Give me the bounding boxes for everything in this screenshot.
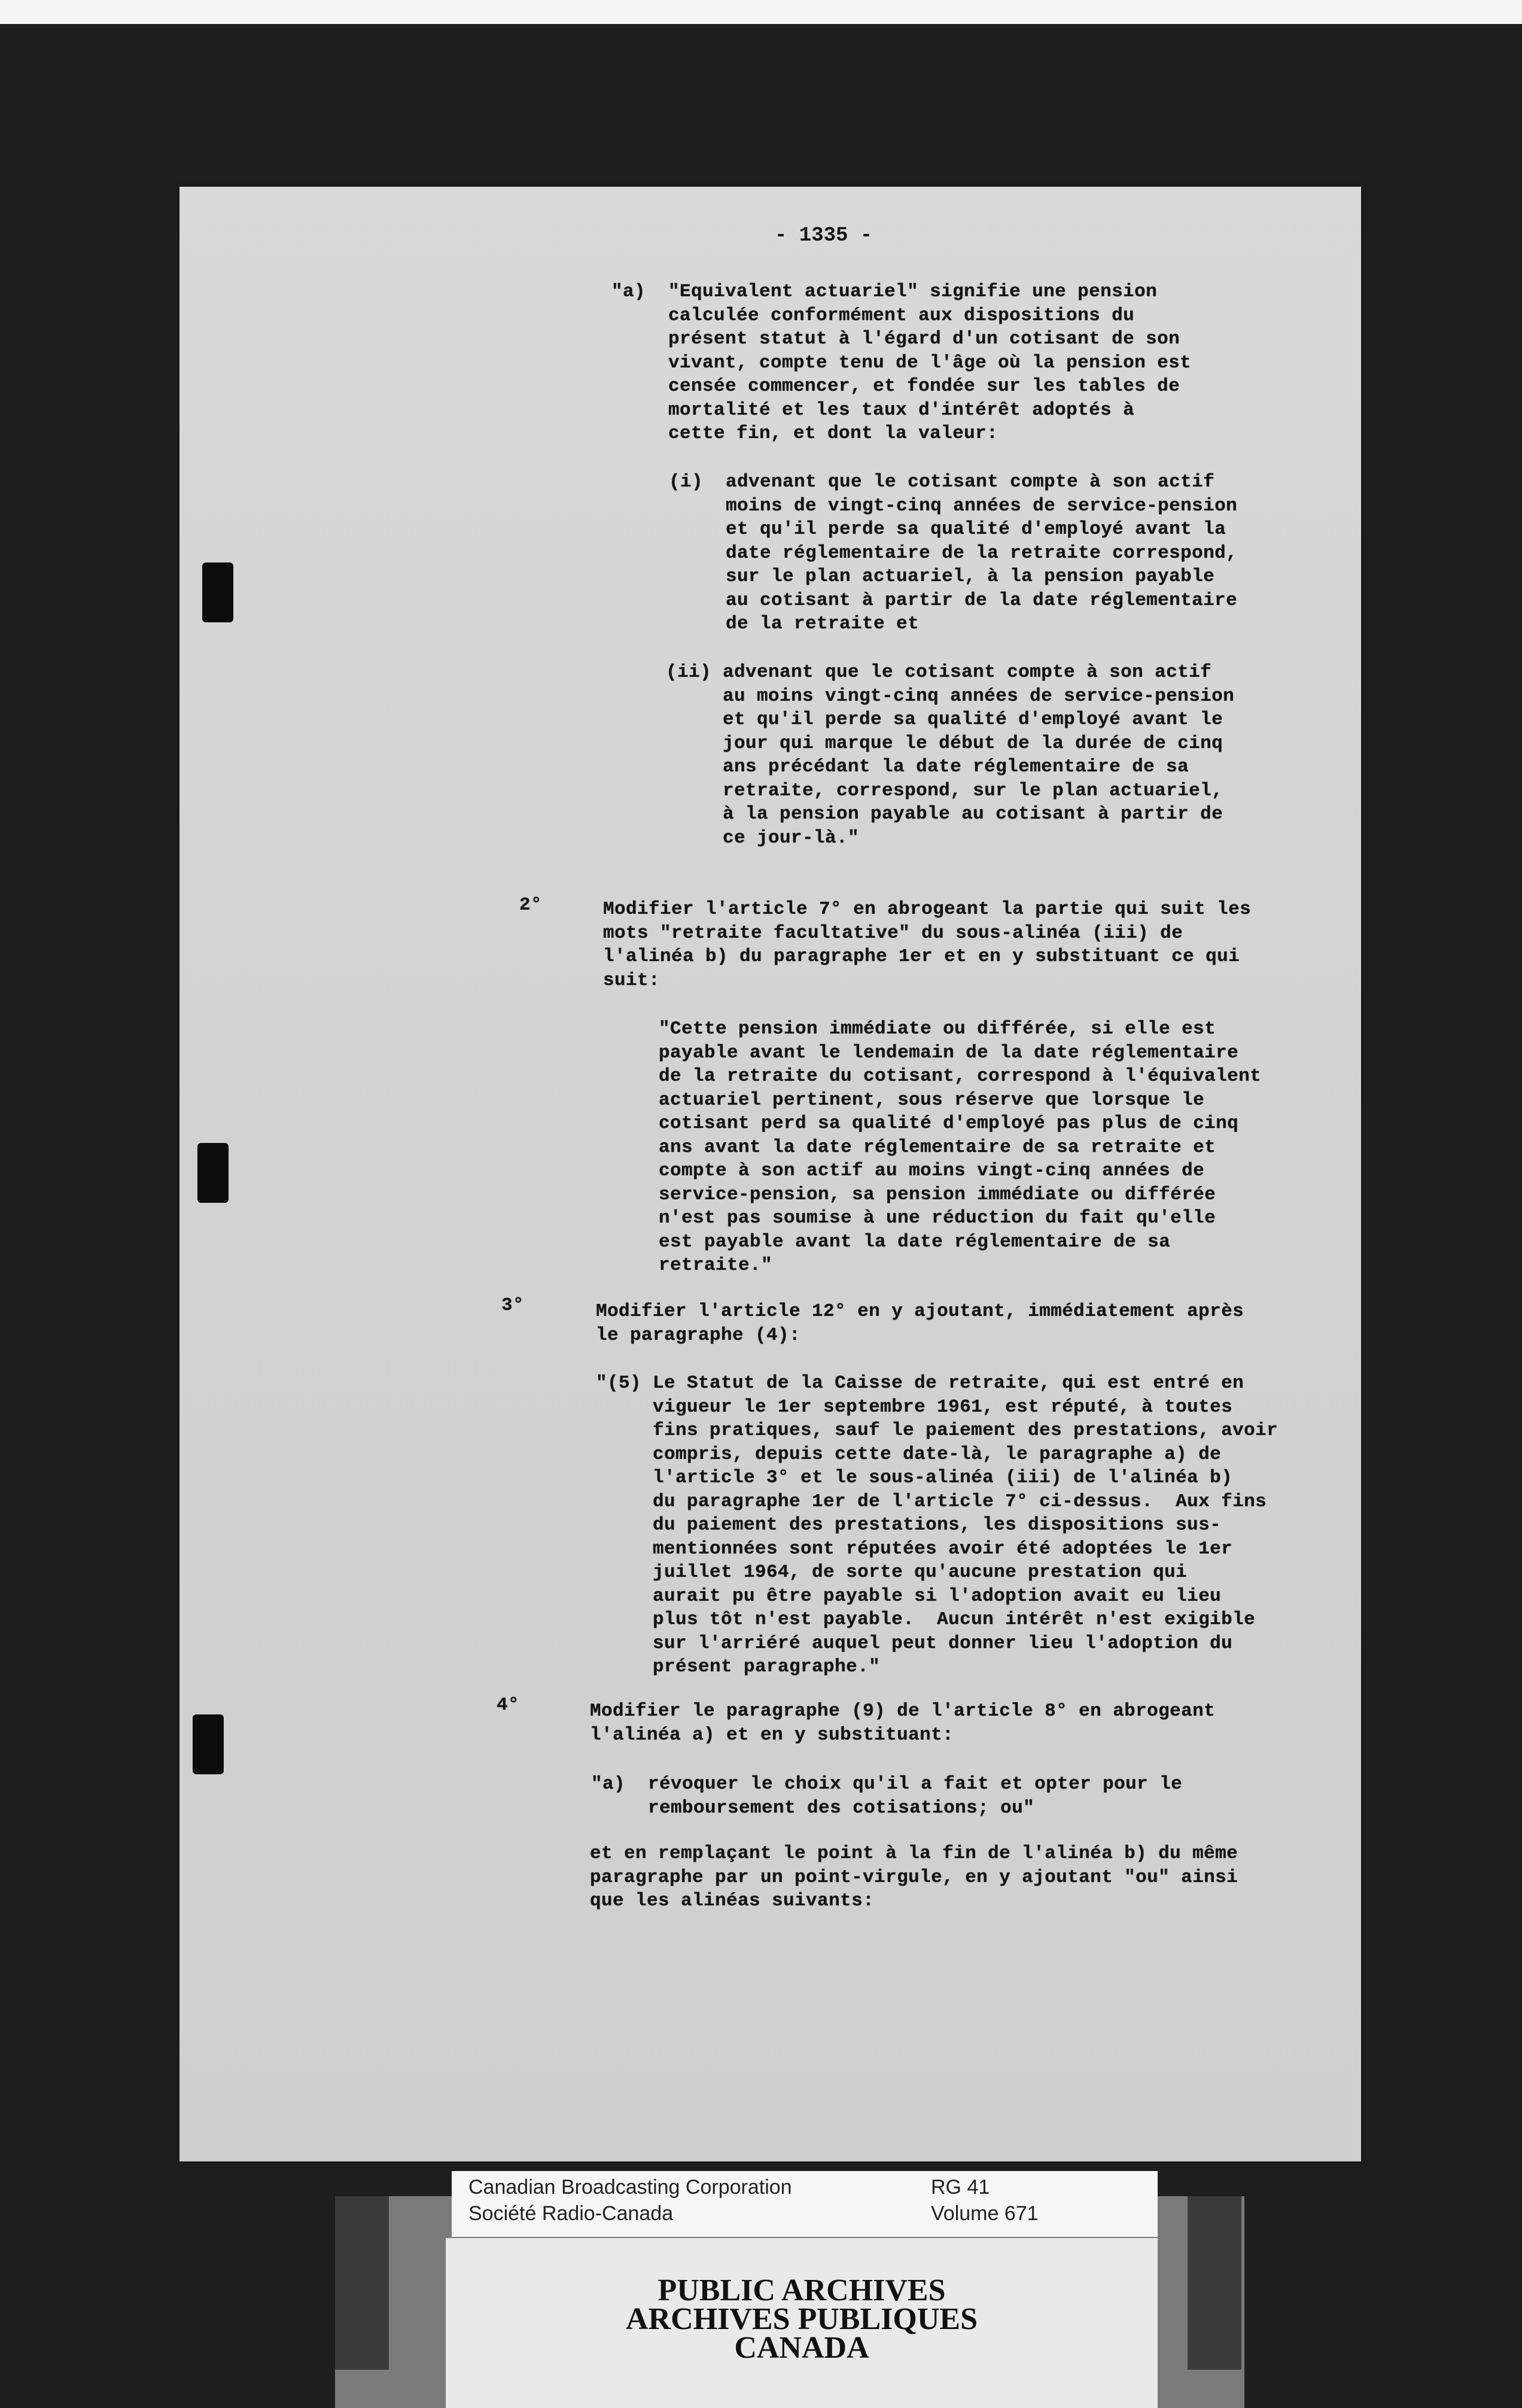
section-2-text: Modifier l'article 7° en abrogeant la partie qui suit les mots "retraite facultative" du sous-alinéa (iii) de l'alinéa b) du paragraphe 1er et en y substituant ce qui suit: [603, 899, 1252, 991]
page-number: - 1335 - [775, 224, 873, 247]
label-volume: Volume 671 [931, 2202, 1039, 2225]
subitem-i: (i) advenant que le cotisant compte à son actif moins de vingt-cinq années de service-pension et qu'il perde sa qualité d'employé avant la date réglementaire de la retraite correspond, sur le plan actuariel, à la pension payable au cotisant à partir de la date réglementaire de la retraite et [669, 472, 1238, 634]
section-2-quote: "Cette pension immédiate ou différée, si elle est payable avant le lendemain de la date réglementaire de la retraite du cotisant, correspond à l'équivalent actuariel pertinent, sous réserve que lorsque le cotisant perd sa qualité d'employé pas plus de cinq ans avant la date réglementaire de sa retraite et compte à son actif au moins vingt-cinq années de service-pension, sa pension immédiate ou différée n'est pas soumise à une réduction du fait qu'elle est payable avant la date réglementaire de sa retraite." [659, 1018, 1262, 1276]
stamp-right-block [1188, 2196, 1241, 2370]
closing-text: et en remplaçant le point à la fin de l'alinéa b) du même paragraphe par un point-virgule, en y ajoutant "ou" ainsi que les alinéas suivants: [590, 1843, 1238, 1911]
film-edge [0, 0, 1522, 24]
section-3-quote: "(5) Le Statut de la Caisse de retraite, qui est entré en vigueur le 1er septembre 1961, est réputé, à toutes fins pratiques, sauf le paiement des prestations, avoir compris, depuis cette date-là, le paragraphe a) de l'article 3° et le sous-alinéa (iii) de l'alinéa b) du paragraphe 1er de l'article 7° ci-dessus. Aux fins du paiement des prestations, les dispositions sus- mentionnées sont réputées avoir été adoptées le 1er juillet 1964, de sorte qu'aucune prestation qui aurait pu être payable si l'adoption avait eu lieu plus tôt n'est payable. Aucun intérêt n'est exigible sur l'arriéré auquel peut donner lieu l'adoption du présent paragraphe." [596, 1373, 1279, 1677]
binder-hole-top [202, 563, 233, 622]
stamp-line-3: CANADA [734, 2331, 869, 2365]
section-number-2: 2° [519, 895, 543, 916]
subitem-ii: (ii) advenant que le cotisant compte à son actif au moins vingt-cinq années de service-pension et qu'il perde sa qualité d'employé avant le jour qui marque le début de la durée de cinq ans précédant la date réglementaire de sa retraite, correspond, sur le plan actuariel, à la pension payable au cotisant à partir de ce jour-là." [666, 662, 1235, 849]
binder-hole-bottom [193, 1714, 224, 1774]
section-3-text: Modifier l'article 12° en y ajoutant, immédiatement après le paragraphe (4): [596, 1301, 1244, 1346]
label-org-fr: Société Radio-Canada [468, 2202, 674, 2225]
section-number-4: 4° [497, 1695, 520, 1716]
section-4-text: Modifier le paragraphe (9) de l'article 8° en abrogeant l'alinéa a) et en y substituant: [590, 1701, 1216, 1746]
section-4-quote: "a) révoquer le choix qu'il a fait et opter pour le remboursement des cotisations; ou" [591, 1774, 1183, 1819]
stamp-left-block [335, 2196, 389, 2370]
definition-paragraph-a: "a) "Equivalent actuariel" signifie une pension calculée conformément aux dispositions du présent statut à l'égard d'un cotisant de son vivant, compte tenu de l'âge où la pension est censée commencer, et fondée sur les tables de mortalité et les taux d'intérêt adoptés à cette fin, et dont la valeur: [611, 281, 1192, 444]
binder-hole-middle [197, 1143, 229, 1203]
label-record-group: RG 41 [931, 2176, 990, 2199]
section-number-3: 3° [501, 1295, 525, 1316]
label-org-en: Canadian Broadcasting Corporation [468, 2176, 792, 2199]
stamp-line-2: ARCHIVES PUBLIQUES [625, 2302, 978, 2336]
stamp-line-1: PUBLIC ARCHIVES [657, 2273, 946, 2307]
